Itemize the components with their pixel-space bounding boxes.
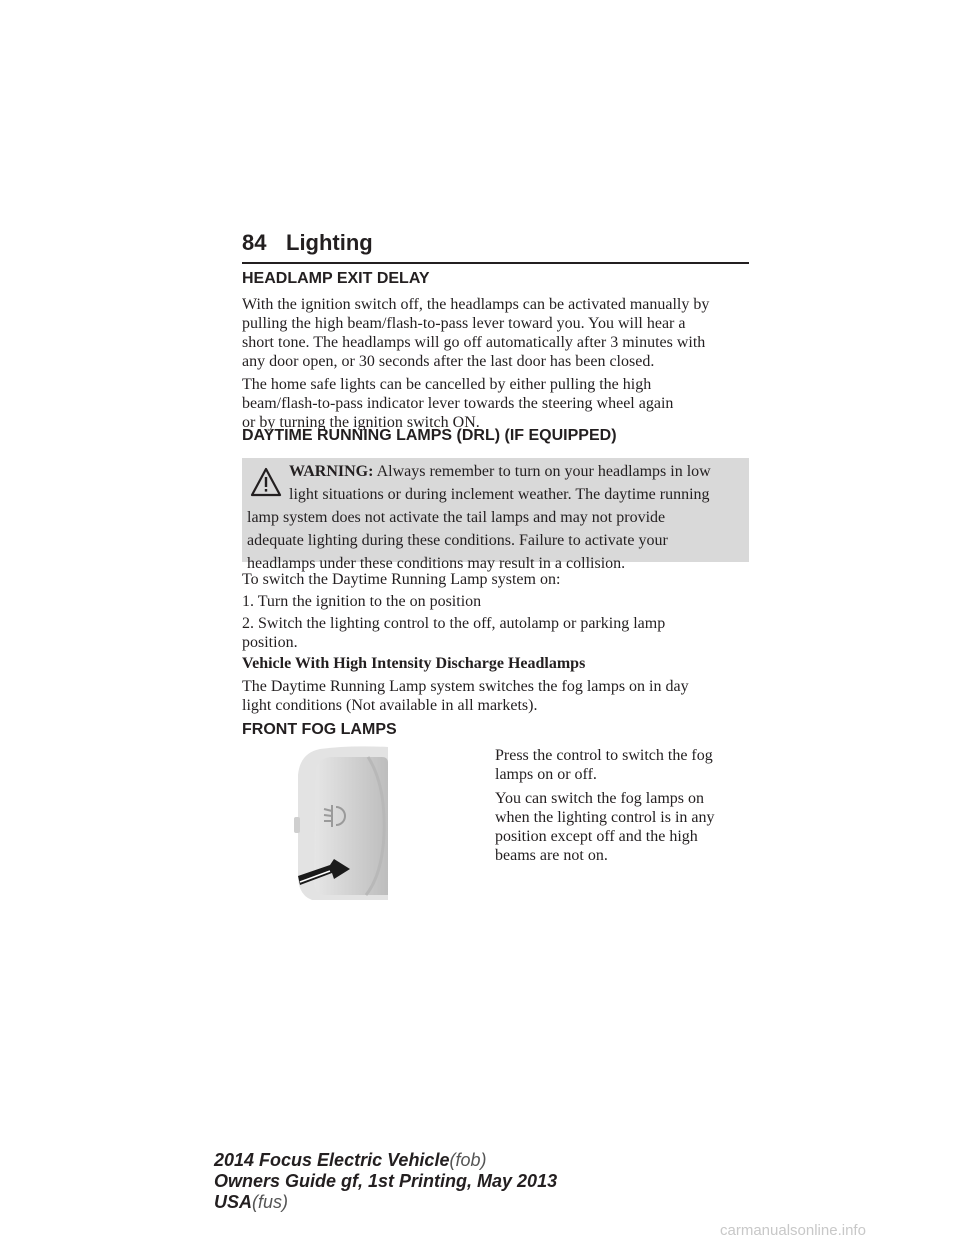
drl-step-1: 1. Turn the ignition to the on position	[242, 593, 482, 610]
footer-market: USA	[214, 1192, 253, 1212]
footer-market-code: (fus)	[252, 1192, 289, 1212]
heading-daytime-running-lamps: DAYTIME RUNNING LAMPS (DRL) (IF EQUIPPED)	[242, 427, 617, 444]
warning-text: WARNING: Always remember to turn on your headlamps in low light situations or during inclement weather. The daytime running lamp system does not activate the tail lamps and may not provide adequate lighting during these conditions. Failure to activate your headlamps under these conditions may result in a collision.	[247, 463, 711, 572]
drl-intro: To switch the Daytime Running Lamp system on:	[242, 571, 561, 588]
front-fog-lamp-switch-icon	[290, 745, 390, 902]
footer-printing: Owners Guide gf, 1st Printing, May 2013	[214, 1171, 558, 1191]
chapter-title: Lighting	[286, 230, 373, 255]
hid-subheading: Vehicle With High Intensity Discharge Headlamps	[242, 655, 586, 672]
drl-step-2: 2. Switch the lighting control to the off, autolamp or parking lamp position.	[242, 615, 666, 651]
warning-box	[242, 458, 749, 572]
fog-paragraph-2: You can switch the fog lamps on when the lighting control is in any position except off and the high beams are not on.	[495, 790, 715, 864]
hid-paragraph: The Daytime Running Lamp system switches the fog lamps on in day light conditions (Not available in all markets).	[242, 678, 689, 714]
footer-model-code: (fob)	[449, 1150, 487, 1170]
exit-delay-paragraph-1: With the ignition switch off, the headlamps can be activated manually by pulling the high beam/flash-to-pass lever toward you. You will hear a short tone. The headlamps will go off automatically after 3 minutes with any door open, or 30 seconds after the last door has been closed.	[242, 296, 710, 370]
exit-delay-paragraph-2: The home safe lights can be cancelled by either pulling the high beam/flash-to-pass indicator lever towards the steering wheel again or by turning the ignition switch ON.	[242, 376, 674, 431]
page-number: 84	[242, 230, 267, 255]
footer-model: 2014 Focus Electric Vehicle	[214, 1150, 450, 1170]
heading-headlamp-exit-delay: HEADLAMP EXIT DELAY	[242, 270, 430, 287]
warning-label: WARNING:	[289, 463, 374, 480]
watermark[interactable]: carmanualsonline.info	[720, 1222, 866, 1239]
document-footer	[214, 1150, 557, 1213]
fog-paragraph-1: Press the control to switch the fog lamps on or off.	[495, 747, 713, 783]
heading-front-fog-lamps: FRONT FOG LAMPS	[242, 721, 397, 738]
page-header	[242, 228, 749, 264]
